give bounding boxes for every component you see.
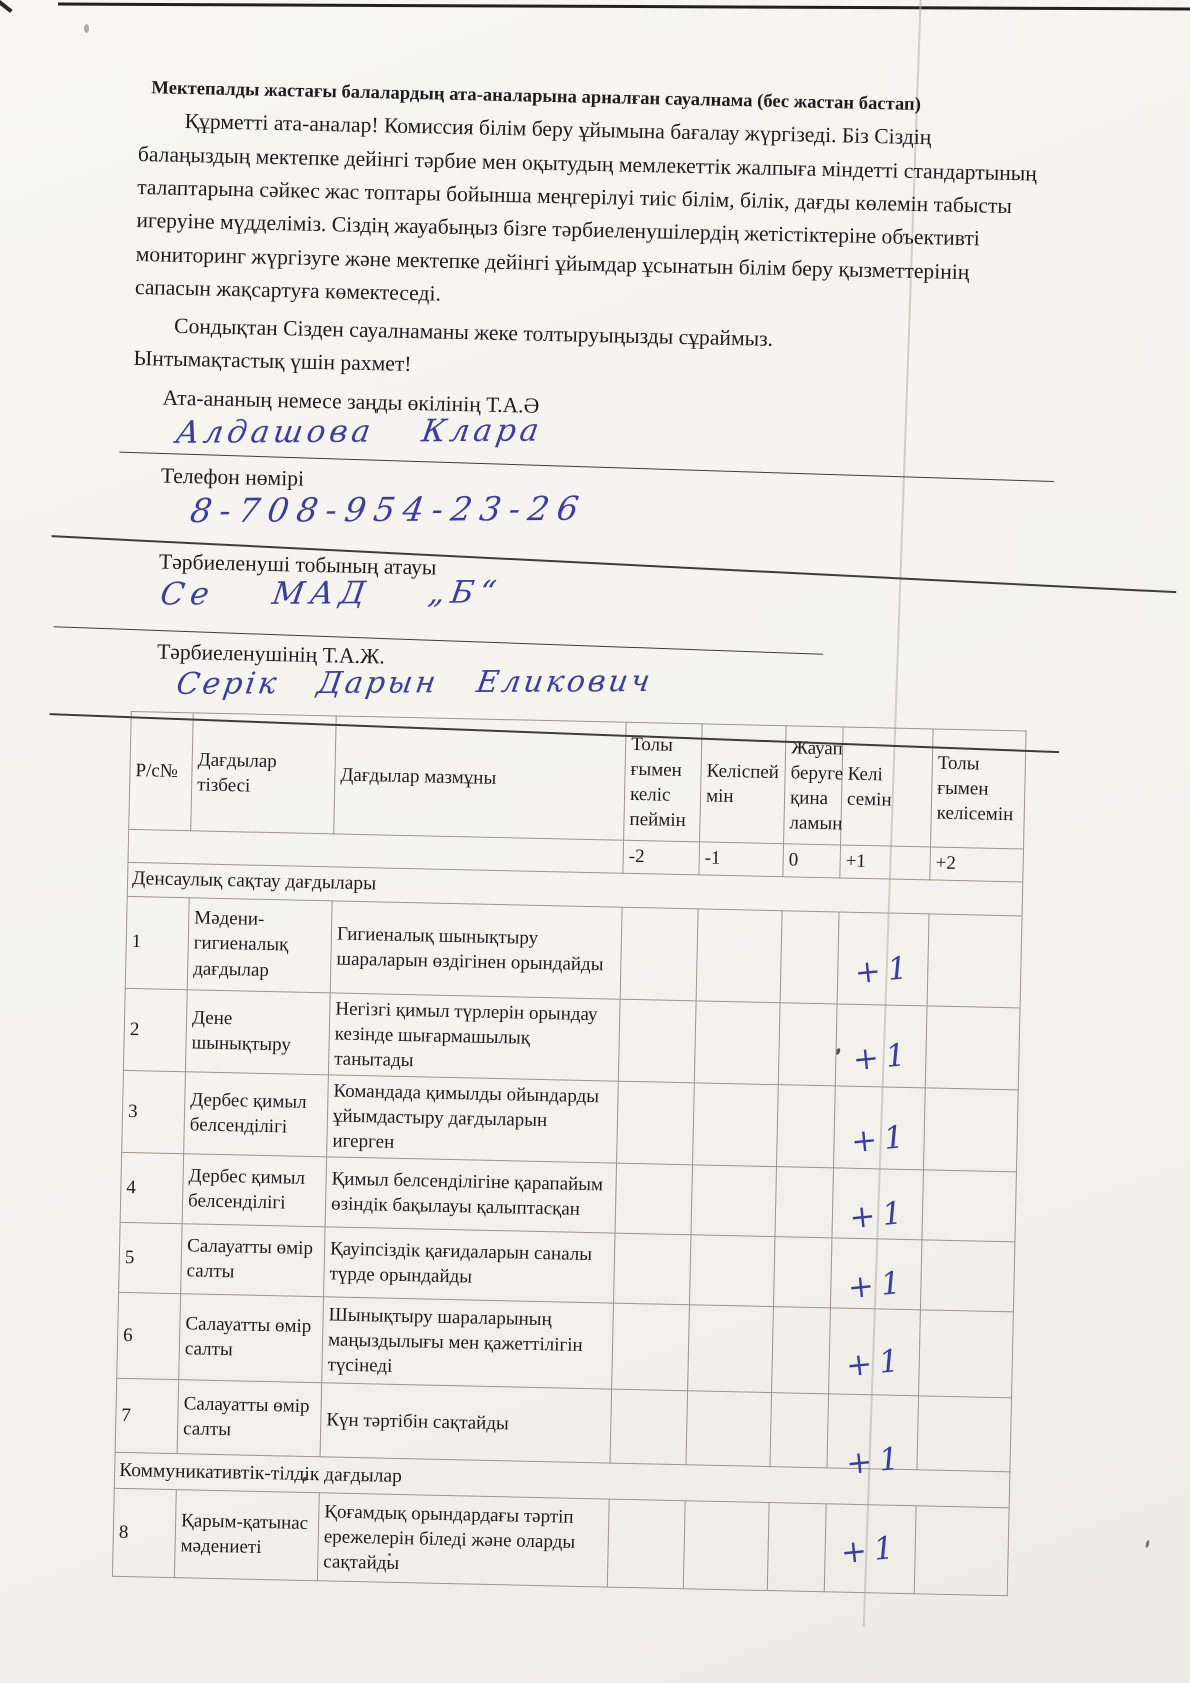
empty-cell xyxy=(607,1499,685,1589)
row-number: 8 xyxy=(112,1488,176,1577)
skill-name: Мәдени-гигиеналық дағдылар xyxy=(187,897,332,992)
header-disagree: Келіспей мін xyxy=(700,724,787,844)
header-agree: Келі семін xyxy=(841,727,934,847)
section-title: Денсаулық сақтау дағдылары xyxy=(127,862,1023,916)
skill-content: Қимыл белсенділігіне қарапайым өзіндік бақылауы қалыптасқан xyxy=(325,1157,616,1233)
empty-cell xyxy=(914,1506,1009,1596)
request-paragraph xyxy=(133,309,1039,396)
empty-cell xyxy=(780,910,839,1003)
intro-paragraph: Құрметті ата-аналар! Комиссия білім беру ұйымына бағалау жүргізеді. Біз Сіздің балаңыздың мектепке дейінгі тәрбие мен оқытудың мемлекеттік жалпыға міндетті стандартының талаптарына сәйкес жас топтары бойынша меңгерілуі тиіс білім, білік, дағды көлемін табысты игеруіне мүдделіміз. Сіздің жауабыңыз бізге тәрбиеленушілердің жетістіктеріне объективті мониторинг жүргізуге және мектепке дейінгі ұйымдар ұсынатын білім беру қызметтерінің сапасын жақсартуға көмектеседі. xyxy=(134,109,1038,306)
empty-cell xyxy=(691,1165,777,1237)
empty-cell xyxy=(612,1303,690,1391)
field-label-phone: Телефон нөмірі xyxy=(160,463,305,492)
handwritten-answer-mark: +1 xyxy=(850,1036,914,1078)
row-number: 7 xyxy=(115,1378,179,1453)
score-plus-2: +2 xyxy=(930,847,1024,881)
score-minus-1: -1 xyxy=(699,842,784,876)
empty-cell xyxy=(613,1233,691,1305)
handwritten-answer-mark: +1 xyxy=(849,1118,913,1161)
empty-cell xyxy=(919,1310,1014,1398)
empty-cell xyxy=(770,1393,829,1468)
table-row xyxy=(112,1488,1009,1596)
empty-cell xyxy=(777,1084,836,1167)
score-plus-1: +1 xyxy=(840,845,931,879)
handwritten-answer-mark: +1 xyxy=(845,1264,909,1307)
request-line-2: Ынтымақтастық үшін рахмет! xyxy=(133,345,412,377)
row-number: 5 xyxy=(119,1222,183,1293)
handwritten-answer-mark: +1 xyxy=(852,949,916,991)
handwritten-group-name: Се МАД „Б“ xyxy=(157,574,505,613)
answer-cell xyxy=(830,1238,922,1310)
row-number: 4 xyxy=(120,1152,184,1223)
empty-cell xyxy=(617,1081,695,1165)
row-number: 2 xyxy=(123,988,187,1072)
empty-cell xyxy=(694,1000,780,1084)
skill-content: Шынықтыру шараларының маңыздылығы мен қажеттілігін түсінеді xyxy=(322,1297,614,1389)
skill-name: Салауатты өмір салты xyxy=(181,1224,325,1297)
skill-name: Салауатты өмір салты xyxy=(177,1380,322,1457)
empty-cell xyxy=(917,1396,1012,1472)
handwritten-phone-number: 8-708-954-23-26 xyxy=(187,489,590,531)
skill-name: Дербес қимыл белсенділігі xyxy=(184,1071,329,1156)
header-row-number: Р/с№ xyxy=(129,712,194,831)
handwritten-answer-mark: +1 xyxy=(847,1194,911,1237)
empty-cell xyxy=(925,1005,1020,1089)
handwritten-answer-mark: +1 xyxy=(838,1529,902,1572)
empty-cell xyxy=(772,1307,831,1394)
empty-cell xyxy=(620,907,698,1001)
header-skill-list: Дағдылар тізбесі xyxy=(191,713,337,834)
header-skill-content: Дағдылар мазмұны xyxy=(334,716,627,840)
survey-table xyxy=(112,711,1027,1596)
answer-cell xyxy=(824,1504,916,1594)
row-number: 3 xyxy=(122,1070,186,1154)
empty-cell xyxy=(615,1163,693,1235)
row-number: 1 xyxy=(125,896,189,989)
row-number: 6 xyxy=(117,1292,181,1379)
field-label-parent-name: Ата-ананың немесе заңды өкілінің Т.А.Ә xyxy=(162,385,540,419)
handwritten-answer-mark: +1 xyxy=(844,1342,908,1385)
empty-cell xyxy=(618,999,696,1083)
field-label-group-name: Тәрбиеленуші тобының атауы xyxy=(158,549,437,581)
handwritten-parent-name: Алдашова Клара xyxy=(173,412,546,452)
empty-cell xyxy=(610,1389,688,1465)
empty-cell xyxy=(923,1088,1018,1172)
handwritten-student-name: Серік Дарын Еликович xyxy=(173,664,656,703)
skill-content: Командада қимылды ойындарды ұйымдастыру дағдыларын игерген xyxy=(327,1075,619,1164)
header-strongly-disagree: Толы ғымен келіс пеймін xyxy=(624,723,703,843)
answer-cell xyxy=(827,1394,919,1483)
empty-cell xyxy=(767,1503,826,1592)
score-minus-2: -2 xyxy=(623,841,700,875)
header-hard-to-answer: Жауап беруге қина ламын xyxy=(784,726,844,845)
skill-content: Негізгі қимыл түрлерін орындау кезінде шығармашылық танытады xyxy=(328,992,620,1081)
skill-name: Қарым-қатынас мәдениеті xyxy=(174,1490,319,1581)
empty-cell xyxy=(773,1237,832,1308)
handwritten-answer-mark: +1 xyxy=(844,1440,908,1483)
empty-cell xyxy=(775,1167,834,1238)
header-strongly-agree: Толы ғымен келісемін xyxy=(931,729,1027,849)
request-line-1: Сондықтан Сізден сауалнаманы жеке толтыруыңызды сұраймыз. xyxy=(173,313,774,351)
skill-content: Қауіпсіздік қағидаларын саналы түрде орындайды xyxy=(324,1227,615,1303)
empty-cell xyxy=(696,908,782,1002)
empty-cell xyxy=(920,1240,1015,1312)
empty-cell xyxy=(922,1170,1017,1242)
empty-cell xyxy=(778,1002,837,1085)
score-zero: 0 xyxy=(783,844,841,877)
page-title: Мектепалды жастағы балалардың ата-аналарына арналған сауалнама (бес жастан бастап) xyxy=(151,77,922,116)
section-title: Коммуникативтік-тілдік дағдылар xyxy=(114,1452,1010,1508)
skill-name: Салауатты өмір салты xyxy=(179,1294,324,1383)
empty-cell xyxy=(683,1501,769,1591)
empty-cell xyxy=(689,1235,775,1307)
answer-cell xyxy=(837,911,929,1005)
skill-content: Қоғамдық орындардағы тәртіп ережелерін біледі және оларды сақтайды xyxy=(317,1493,609,1587)
empty-cell xyxy=(927,913,1022,1007)
skill-content: Гигиеналық шынықтыру шараларын өздігінен орындайды xyxy=(330,900,622,998)
empty-cell xyxy=(686,1391,772,1467)
skill-name: Дербес қимыл белсенділігі xyxy=(182,1154,326,1227)
skill-name: Дене шынықтыру xyxy=(185,989,330,1074)
answer-cell xyxy=(832,1168,924,1240)
answer-cell xyxy=(829,1308,921,1396)
empty-cell xyxy=(693,1083,779,1167)
empty-cell xyxy=(688,1305,774,1393)
skill-content: Күн тәртібін сақтайды xyxy=(320,1383,612,1463)
answer-cell xyxy=(835,1003,927,1087)
field-label-student-name: Тәрбиеленушінің Т.А.Ж. xyxy=(156,639,386,669)
answer-cell xyxy=(833,1086,925,1170)
